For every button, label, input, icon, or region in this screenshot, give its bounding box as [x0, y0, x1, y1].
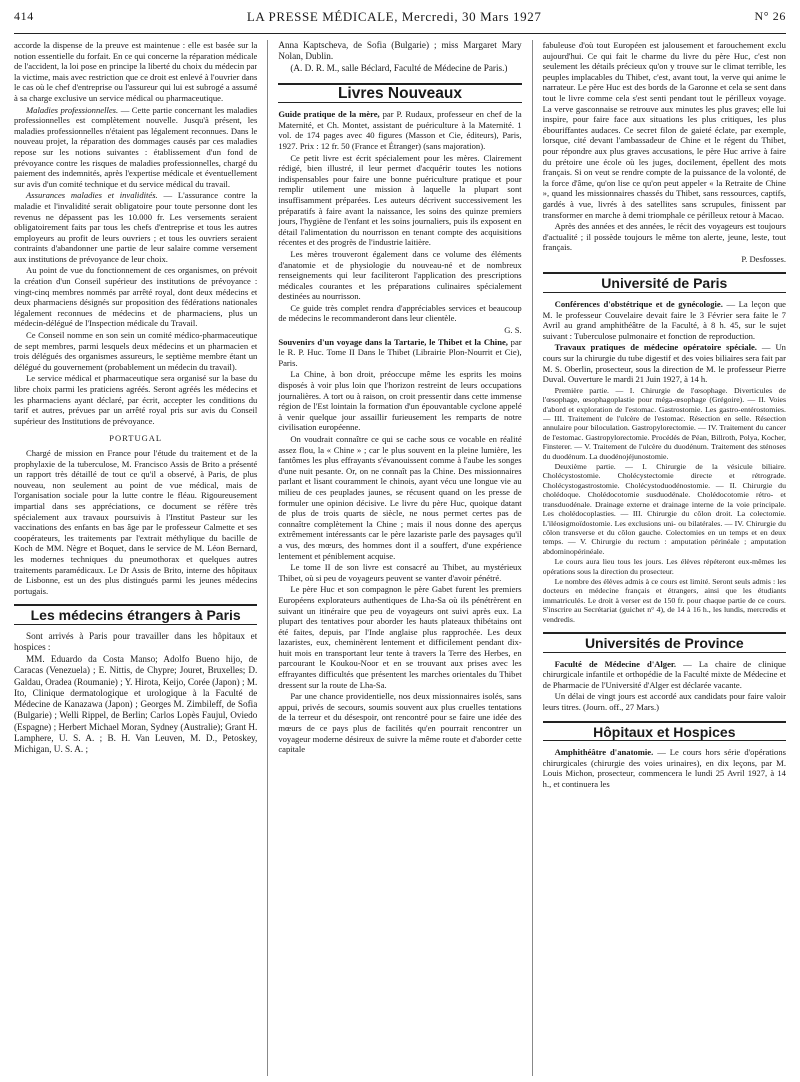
paragraph: Première partie. — I. Chirurgie de l'œsophage. Diverticules de l'œsophage, œsophagoplastie pour méga-œsophage (Grégoire). — II. Voies d'abord et exploration de l'estomac. Gastrostomie. Les gastro-entérostomies. — III. Traitement de l'ulcère de l'estomac. Résection en selle. Résection annulaire pour biloculation. Gastropylorectomie. — IV. Traitement du cancer de l'estomac. Gastropylorectomie. Procédés de Péan, Billroth, Polya, Kocher, Finsterer. — V. Traitement de l'ulcère du duodénum. Traitement des sténoses du duodénum. La duodénojéjunostomie.: [542, 385, 786, 461]
paragraph: Ce petit livre est écrit spécialement pour les mères. Clairement rédigé, bien illustré, il leur permet d'acquérir toutes les notions indispensables pour faire une bonne puériculture pratique et pour remplir utilement une mission à laquelle la plupart sont insuffisamment préparées. Les auteurs décrivent successivement les préparatifs à faire avant la naissance, les soins des quinze premiers jours, l'hygiène de l'enfant et les soins journaliers, puis ils exposent en détail l'alimentation du nourrisson en tenant compte des acquisitions récentes et des progrès de l'industrie laitière.: [278, 152, 522, 248]
paragraph: Chargé de mission en France pour l'étude du traitement et de la prophylaxie de la tuberculose, M. Francisco Assis de Brito a présenté un rapport très détaillé de tout ce qu'il a observé, à Paris, de plus nouveau, non seulement au point de vue médical, mais de l'organisation sociale pour la lutte contre le fléau. Rigoureusement impartial dans ses appréciations, ce document se réfère très spécialement aux travaux poursuivis à l'Institut Pasteur sur les vaccinations des enfants en bas âge par le professeur Calmette et ses coopérateurs, les traitements par l'extrait méthylique du bacille de Koch de MM. Nègre et Boquet, dans le service de M. Léon Bernard, les modernes techniques du pneumothorax et quelques autres traitements paramédicaux. Le Dr Assis de Brito, interne des hôpitaux de Lisbonne, est un des plus distingués parmi les jeunes médecins portugais.: [14, 447, 258, 596]
paragraph: MM. Eduardo da Costa Manso; Adolfo Bueno hijo, de Caracas (Venezuela) ; E. Nittis, de Chypre; Jouret, Bruxelles; D. Galdau, Oradea (Roumanie) ; Y. Hirota, Keijo, Corée (Japon) ; M. Ito, Clinique dermatologique et urologique à la Faculté de Médecine de Kanazawa (Japon) ; Georges M. Zimbileff, de Sofia (Bulgarie) ; Welli Rippel, de Berlin; Carlos Lopès Faujul, Oviedo (Espagne) ; Herbert Michael Moran, Sydney (Australie); Grant H. Lamphere, U. S. A. ; B. H. Van Leuven, M. D., Petoskey, Michigan, U. S. A. ;: [14, 654, 258, 754]
paragraph: Par une chance providentielle, nos deux missionnaires isolés, sans appui, privés de secours, soumis souvent aux plus cruelles tentations de la terreur et du désespoir, ont rencontré pour se faire une idée des mœurs de ce pays plus de facilités qu'en pourrait rencontrer un voyageur moderne désireux de suivre la même route et d'aborder cette capitale: [278, 691, 522, 755]
book-notice: Guide pratique de la mère, par P. Rudaux, professeur en chef de la Maternité, et Ch. Montet, assistant de puériculture à la Maternité. 1 vol. de 174 pages avec 40 figures (Masson et Cie, éditeurs), Paris, 1927. Prix : 12 fr. 50 (France et Étranger) (sans majoration).: [278, 109, 522, 151]
column-divider: [532, 40, 533, 1076]
signature: P. Desfosses.: [741, 253, 786, 264]
column-1: [14, 40, 257, 1076]
paragraph: Au point de vue du fonctionnement de ces organismes, on prévoit la création d'un Conseil supérieur des institutions de prévoyance : vingt-cinq membres nommés par arrêté royal, dont deux médecins et deux pharmaciens désignés sur proposition des fédérations nationales légalement reconnues de médecins et de pharmaciens, plus un médecin-délégué de l'Inspection médicale du Travail.: [14, 265, 258, 329]
paragraph: Un délai de vingt jours est accordé aux candidats pour faire valoir leurs titres. (Journ. off., 27 Mars.): [542, 691, 786, 712]
paragraph: Le service médical et pharmaceutique sera organisé sur la base du libre choix parmi les praticiens agréés. Seront agréés les médecins et les pharmaciens ayant déclaré, par écrit, accepter les conditions du tarif et autres, prévues par un arrêté royal pris sur avis du Conseil supérieur des Institutions de prévoyance.: [14, 373, 258, 426]
notice: Conférences d'obstétrique et de gynécologie. — La leçon que M. le professeur Couvelaire devait faire le 3 Février sera faite le 7 Avril au grand amphithéâtre de la Faculté, à 8 h. 45, sur le sujet suivant : Tuberculose pulmonaire et fonction de reproduction.: [542, 299, 786, 341]
country-heading: PORTUGAL: [109, 433, 163, 444]
page-header: [14, 0, 786, 34]
page-number: 414: [14, 9, 34, 23]
paragraph: fabuleuse d'où tout Européen est jalousement et farouchement exclu aujourd'hui. Ce qui fait le charme du livre du père Huc, c'est non seulement les détails précieux qu'on y trouve sur le climat terrible, les peuples implacables du Thibet, c'est, avant tout, la verve qui anime le narrateur. Le père Huc est des bords de la Garonne et cela se sent dans tout le livre comme cela s'est senti pendant tout le périlleux voyage. La verve gasconnaise se retrouve aux minutes les plus graves; elle lui inspire, pour faire face aux situations les plus critiques, les plus ébouriffantes audaces. Ce secret filon de gaieté éclate, par exemple, lorsque, cité devant l'ambassadeur de Chine et le régent du Thibet, pour répondre aux plus graves accusations, le père Huc arrive à faire du prétoire une école où les juges, docilement, épellent des mots français. Si on veut se rendre compte de la puissance de la volonté, de la force d'âme, qu'on lise ce qu'on peut appeler « la Retraite de Chine », quand les missionnaires chassés du Thibet, sans ressources, captifs, gardés à vue, livrés à des satellites sans scrupules, finissent par transformer en marche à demi triomphale ce périlleux retour à Macao.: [542, 40, 786, 220]
notice: Travaux pratiques de médecine opératoire spéciale. — Un cours sur la chirurgie du tube digestif et des voies biliaires sera fait par M. S. Oberlin, prosecteur, sous la direction de M. le professeur Pierre Duval. Ouverture le mardi 21 Juin 1927, à 14 h.: [542, 342, 786, 385]
column-2: [278, 40, 521, 1076]
paragraph: Le père Huc et son compagnon le père Gabet furent les premiers Européens explorateurs authentiques de Lha-Sa où ils pénétrèrent en suivant un itinéraire que peu de voyageurs ont suivi après eux. La plupart des tentatives pour aborder les hauts plateaux thibétains ont été faites, depuis, par l'Inde anglaise plus rapprochée. Les deux lazaristes, eux, cheminèrent lentement et difficilement pendant dix-huit mois en transportant leur tente à travers la Terre des Herbes, en parcourant le Koukou-Noor et en se trouvant aux prises avec les effrayantes difficultés que présentent les marches orientales du Thibet dressent sur la route de Lha-Sa.: [278, 584, 522, 690]
section-title-hopitaux: Hôpitaux et Hospices: [543, 721, 786, 742]
signature: G. S.: [504, 325, 522, 336]
paragraph: La Chine, à bon droit, préoccupe même les esprits les moins disposés à voir plus loin que l'horizon restreint de leurs occupations journalières. A tort ou à raison, on croit pressentir dans cette immense région de l'Est lointain la formation d'un épouvantable cyclone appelé à venir quelque jour assaillir furieusement les remparts de notre civilisation européenne.: [278, 369, 522, 433]
journal-title: LA PRESSE MÉDICALE, Mercredi, 30 Mars 1927: [246, 8, 542, 24]
paragraph: Ce Conseil nomme en son sein un comité médico-pharmaceutique de sept membres, parmi lesquels deux médecins et un pharmacien et trois délégués des organismes assureurs, le septième membre étant un délégué du gouvernement (probablement un médecin du travail).: [14, 330, 258, 372]
column-3: [543, 40, 786, 1076]
notice: Amphithéâtre d'anatomie. — Le cours hors série d'opérations chirurgicales (chirurgie des voies urinaires), en dix leçons, par M. Louis Michon, prosecteur, commencera le lundi 25 Avril 1927, à 14 h., et continuera les: [542, 747, 786, 789]
section-title-universites-province: Universités de Province: [543, 632, 786, 653]
paragraph: Assurances maladies et invalidités. — L'assurance contre la maladie et l'invalidité serait obligatoire pour toute personne dont les revenus ne dépassent pas les 10.000 fr. Les versements seraient obligatoirement faits par tous les chefs d'entreprise et tous les autres employeurs au profit de leurs ouvriers ; et tous les ouvriers seraient contraints d'abandonner une partie de leur salaire comme versement aux institutions de prévoyance de leur choix.: [14, 190, 258, 264]
paragraph: Après des années et des années, le récit des voyageurs est toujours d'actualité ; il possède toujours le même ton alerte, jeune, leste, tout français.: [542, 221, 786, 253]
section-title-new-books: Livres Nouveaux: [278, 83, 521, 104]
paragraph: Le cours aura lieu tous les jours. Les élèves répéteront eux-mêmes les opérations sous la direction du prosecteur.: [542, 557, 786, 576]
paragraph: Anna Kaptscheva, de Sofia (Bulgarie) ; miss Margaret Mary Nolan, Dublin.: [278, 40, 522, 62]
paragraph: Les mères trouveront également dans ce volume des éléments d'anatomie et de physiologie du nouveau-né et de nombreux renseignements qui leur faciliteront l'application des prescriptions médicales courantes et les préparations culinaires spécialement destinées au nourrisson.: [278, 248, 522, 302]
notice: Faculté de Médecine d'Alger. — La chaire de clinique chirurgicale infantile et orthopédie de la Faculté mixte de Médecine et de Pharmacie de l'Université d'Alger est déclarée vacante.: [542, 658, 786, 690]
issue-number: N° 26: [754, 9, 786, 23]
paragraph: Deuxième partie. — I. Chirurgie de la vésicule biliaire. Cholécystostomie. Cholécystectomie directe et rétrograde. Cholécystogastrostomie. Cholécystoduodénostomie. — II. Chirurgie du cholédoque. Cholédocotomie susduodénale. Cholédocotomie rétro- et transduodénale. Drainage externe et drainage interne de la voie principale. Les cholédocoplasties. — III. Chirurgie du côlon droit. La colectomie. L'iléosigmoïdostomie. Les exclusions uni- ou bilatérales. — IV. Chirurgie du côlon transverse et du côlon gauche. Colectomies en un temps et en deux temps. — V. Chirurgie du rectum : amputation périnéale ; amputation abdominopérinéale.: [542, 462, 786, 556]
section-title-universite-paris: Université de Paris: [543, 272, 786, 293]
paragraph: accorde la dispense de la preuve est maintenue : elle est basée sur la notion essentielle du forfait. En ce qui concerne la réparation médicale de l'accident, la loi pose en principe la liberté du choix du médecin par la victime, mais avec restriction que ce droit est enlevé à l'ouvrier dans le cas où le chef d'entreprise ou l'assureur qui lui est subrogé a assumé à sa charge exclusive un service médical ou pharmaceutique.: [14, 40, 258, 103]
paragraph: (A. D. R. M., salle Béclard, Faculté de Médecine de Paris.): [290, 63, 508, 74]
column-divider: [267, 40, 268, 1076]
paragraph: Le nombre des élèves admis à ce cours est limité. Seront seuls admis : les docteurs en médecine français et étrangers, ainsi que les étudiants immatriculés. Le droit à verser est de 150 fr. pour chaque partie de ce cours. S'inscrire au Secrétariat (guichet n° 4), de 14 à 16 h., les lundis, mercredis et vendredis.: [542, 576, 786, 624]
paragraph: Ce guide très complet rendra d'appréciables services et beaucoup de médecins le recommanderont dans leur clientèle.: [278, 302, 522, 324]
section-title-foreign-doctors: Les médecins étrangers à Paris: [14, 604, 257, 625]
paragraph: Sont arrivés à Paris pour travailler dans les hôpitaux et hospices :: [14, 630, 258, 653]
book-notice: Souvenirs d'un voyage dans la Tartarie, le Thibet et la Chine, par le R. P. Huc. Tome II Dans le Thibet (Librairie Plon-Nourrit et Cie), Paris.: [278, 336, 522, 368]
paragraph: On voudrait connaître ce qui se cache sous ce vocable en réalité assez flou, la « Chine » ; car le plus souvent en la pleine lumière, les fantômes les plus effrayants s'évanouissent comme à l'aube les songes d'une nuit pesante. Or, on ne connaît pas la Chine. Des missionnaires parlant et lisant couramment le chinois, ayant vécu une longue vie au milieu de ces peuplades jaunes, se récusent quand on les presse de formuler une opinion décisive. Le livre du père Huc, quoique datant de plus de trois quarts de siècle, ne nous permet certes pas de connaître complètement la Chine ; mais il nous donne des aperçus extrêmement intéressants car le père lazariste parle des paysages qu'il a vus, des mœurs, des hommes dont il a souffert, d'une expérience lentement et péniblement acquise.: [278, 434, 522, 561]
columns: [14, 40, 786, 1076]
paragraph: Le tome II de son livre est consacré au Thibet, au mystérieux Thibet, où si peu de voyageurs peuvent se vanter d'avoir pénétré.: [278, 562, 522, 583]
paragraph: Maladies professionnelles. — Cette partie concernant les maladies professionnelles est complètement nouvelle. Jusqu'à présent, les maladies professionnelles n'étaient pas légalement reconnues. Dans le nouveau projet, la réparation des dommages causés par ces maladies repose sur les notions suivantes : établissement d'un fond de prévoyance contre les risques de maladies professionnelles, chargé du paiement des indemnités, après l'expertise médicale et éventuellement sur avis d'un comité technique et du service médical du travail.: [14, 104, 258, 189]
